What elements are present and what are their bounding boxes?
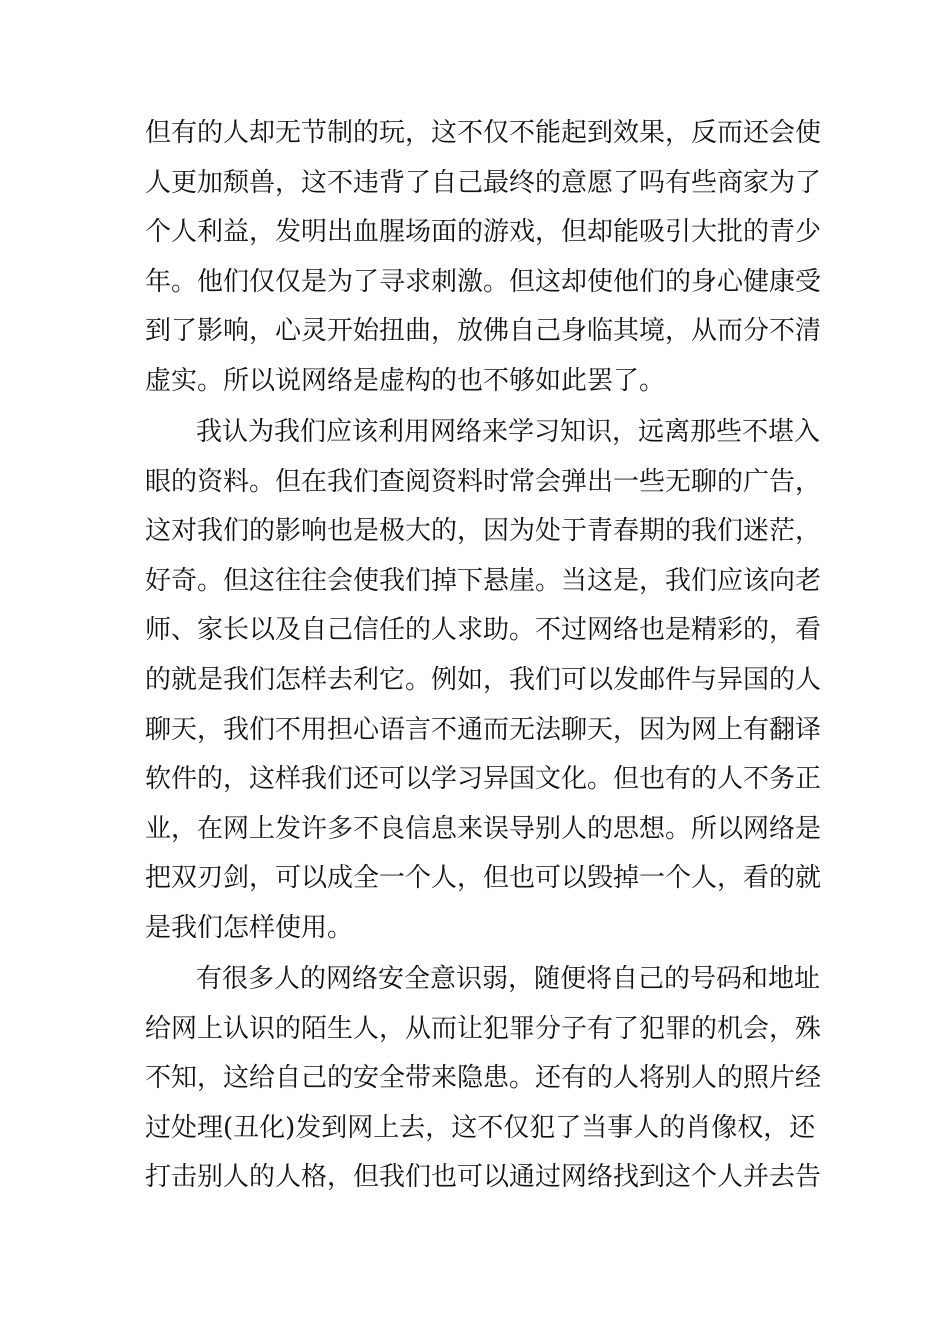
text-line: 过处理(丑化)发到网上去，这不仅犯了当事人的肖像权，还 [145,1113,816,1143]
text-line: 给网上认识的陌生人，从而让犯罪分子有了犯罪的机会，殊 [145,1014,822,1044]
text-line: 师、家长以及自己信任的人求助。不过网络也是精彩的，看 [145,615,822,645]
text-line: 到了影响，心灵开始扭曲，放佛自己身临其境，从而分不清 [145,316,822,346]
text-line: 好奇。但这往往会使我们掉下悬崖。当这是，我们应该向老 [145,566,822,596]
text-line: 我认为我们应该利用网络来学习知识，远离那些不堪入 [196,417,821,447]
text-line: 年。他们仅仅是为了寻求刺激。但这却使他们的身心健康受 [145,267,822,297]
text-line: 这对我们的影响也是极大的，因为处于青春期的我们迷茫， [145,516,822,546]
text-line: 有很多人的网络安全意识弱，随便将自己的号码和地址 [196,964,821,994]
text-line: 不知，这给自己的安全带来隐患。还有的人将别人的照片经 [145,1063,822,1093]
text-line: 但有的人却无节制的玩，这不仅不能起到效果，反而还会使 [145,118,822,148]
text-line: 打击别人的人格，但我们也可以通过网络找到这个人并去告 [145,1162,822,1192]
text-line: 眼的资料。但在我们查阅资料时常会弹出一些无聊的广告， [145,467,822,497]
text-line: 把双刃剑，可以成全一个人，但也可以毁掉一个人，看的就 [145,863,822,893]
text-line: 业，在网上发许多不良信息来误导别人的思想。所以网络是 [145,814,822,844]
text-line: 虚实。所以说网络是虚构的也不够如此罢了。 [145,366,666,396]
text-line: 个人利益，发明出血腥场面的游戏，但却能吸引大批的青少 [145,217,822,247]
text-line: 软件的，这样我们还可以学习异国文化。但也有的人不务正 [145,764,822,794]
text-line: 是我们怎样使用。 [145,913,354,943]
text-line: 聊天，我们不用担心语言不通而无法聊天，因为网上有翻译 [145,715,822,745]
text-line: 的就是我们怎样去利它。例如，我们可以发邮件与异国的人 [145,665,822,695]
text-line: 人更加颓兽，这不违背了自己最终的意愿了吗有些商家为了 [145,168,822,198]
